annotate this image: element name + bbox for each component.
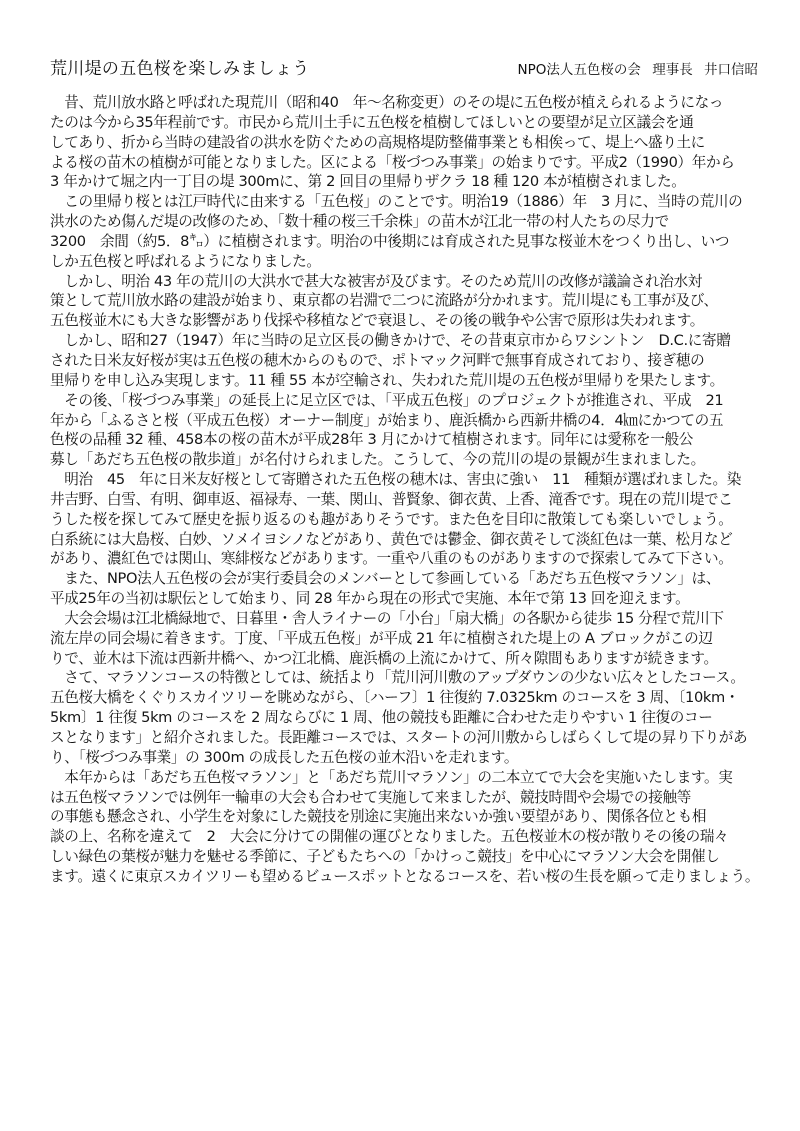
text-line: り、「桜づつみ事業」の 300m の成長した五色桜の並木沿いを走れます。 xyxy=(50,748,519,766)
text-line: 里帰りを申し込み実現します。11 種 55 本が空輸され、失われた荒川堤の五色桜が里帰りを果たします。 xyxy=(50,371,724,389)
text-line: された日米友好桜が実は五色桜の穂木からのもので、ポトマック河畔で無事育成されており、接ぎ穂の xyxy=(50,351,705,369)
document-body xyxy=(50,93,760,887)
text-line: スとなります」と紹介されました。長距離コースでは、スタートの河川敷からしばらくして堤の昇り下りがあ xyxy=(50,729,748,746)
text-line: さて、マラソンコースの特徴としては、統括より「荒川河川敷のアップダウンの少ない広々としたコース。 xyxy=(50,669,745,687)
text-line: しかし、昭和27（1947）年に当時の足立区長の働きかけで、その昔東京市からワシントン D.C.に寄贈 xyxy=(50,332,731,350)
text-line: 明治 45 年に日米友好桜として寄贈された五色桜の穂木は、害虫に強い 11 種類が選ばれました。染 xyxy=(50,471,741,489)
text-line: しか五色桜と呼ばれるようになりました。 xyxy=(50,252,321,270)
text-line: ます。遠くに東京スカイツリーも望めるビュースポットとなるコースを、若い桜の生長を願って走りましょう。 xyxy=(50,867,760,885)
text-line: があり、濃紅色では関山、寒緋桜などがあります。一重や八重のものがありますので探索してみて下さい。 xyxy=(50,550,733,568)
text-line: しい緑色の葉桜が魅力を魅せる季節に、子どもたちへの「かけっこ競技」を中心にマラソン大会を開催し xyxy=(50,848,720,866)
author-position: 理事長 xyxy=(652,62,693,78)
text-line: 流左岸の同会場に着きます。丁度、「平成五色桜」が平成 21 年に植樹された堤上の A ブロックがこの辺 xyxy=(50,629,713,647)
text-line: 本年からは「あだち五色桜マラソン」と「あだち荒川マラソン」の二本立てで大会を実施いたします。実 xyxy=(50,768,733,786)
text-line: たのは今から35年程前です。市民から荒川土手に五色桜を植樹してほしいとの要望が足立区議会を通 xyxy=(50,113,694,131)
organization-name: NPO法人五色桜の会 xyxy=(517,62,641,78)
author-byline xyxy=(518,60,758,80)
text-line: 談の上、名称を違えて 2 大会に分けての開催の運びとなりました。五色桜並木の桜が散りその後の瑞々 xyxy=(50,828,729,846)
text-line: 大会会場は江北橋緑地で、日暮里・舎人ライナーの「小台」「扇大橋」の各駅から徒歩 15 分程で荒川下 xyxy=(50,609,724,627)
text-line: よる桜の苗木の植樹が可能となりました。区による「桜づつみ事業」の始まりです。平成2（1990）年から xyxy=(50,153,735,171)
text-line: うした桜を探してみて歴史を振り返るのも趣がありそうです。また色を目印に散策しても楽しいでしょう。 xyxy=(50,510,733,528)
text-line: 井吉野、白雪、有明、御車返、福禄寿、一葉、関山、普賢象、御衣黄、上香、滝香です。現在の荒川堤でこ xyxy=(50,490,733,508)
text-line: 策として荒川放水路の建設が始まり、東京都の岩淵で二つに流路が分かれます。荒川堤にも工事が及び、 xyxy=(50,292,718,310)
document-title: 荒川堤の五色桜を楽しみましょう xyxy=(50,59,310,79)
text-line: この里帰り桜とは江戸時代に由来する「五色桜」のことです。明治19（1886）年 3 月に、当時の荒川の xyxy=(50,193,743,211)
text-line: 洪水のため傷んだ堤の改修のため、「数十種の桜三千余株」の苗木が江北一帯の村人たちの尽力で xyxy=(50,213,669,231)
text-line: 3 年かけて堀之内一丁目の堤 300mに、第 2 回目の里帰りザクラ 18 種 120 本が植樹されました。 xyxy=(50,173,686,191)
text-line: 色桜の品種 32 種、458本の桜の苗木が平成28年 3 月にかけて植樹されます。同年には愛称を一般公 xyxy=(50,431,693,449)
text-line: 昔、荒川放水路と呼ばれた現荒川（昭和40 年～名称変更）のその堤に五色桜が植えられるようになっ xyxy=(50,94,724,111)
text-line: りで、並木は下流は西新井橋へ、かつ江北橋、鹿浜橋の上流にかけて、所々隙間もありますが続きます。 xyxy=(50,649,718,667)
text-line: 五色桜大橋をくぐりスカイツリーを眺めながら、〔ハーフ〕1 往復約 7.0325km のコースを 3 周、〔10km・ xyxy=(50,689,740,707)
text-line: その後、「桜づつみ事業」の延長上に足立区では、「平成五色桜」のプロジェクトが推進され、平成 21 xyxy=(50,391,724,409)
text-line: 5km〕1 往復 5km のコースを 2 周ならびに 1 周、他の競技も距離に合わせた走りやすい 1 往復のコー xyxy=(50,709,713,727)
author-name: 井口信昭 xyxy=(704,62,758,78)
text-line: は五色桜マラソンでは例年一輪車の大会も合わせて実施して来ましたが、競技時間や会場での接触等 xyxy=(50,788,691,806)
text-line: 平成25年の当初は駅伝として始まり、同 28 年から現在の形式で実施、本年で第 13 回を迎えます。 xyxy=(50,590,690,608)
document-header xyxy=(50,58,758,82)
text-line: しかし、明治 43 年の荒川の大洪水で甚大な被害が及びます。そのため荒川の改修が議論され治水対 xyxy=(50,272,703,290)
text-line: 年から「ふるさと桜（平成五色桜）オーナー制度」が始まり、鹿浜橋から西新井橋の4．4㎞にかつての五 xyxy=(50,411,724,429)
text-line: してあり、折から当時の建設省の洪水を防ぐための高規格堤防整備事業とも相俟って、堤上へ盛り土に xyxy=(50,133,705,151)
text-line: また、NPO法人五色桜の会が実行委員会のメンバーとして参画している「あだち五色桜マラソン」は、 xyxy=(50,570,721,588)
text-line: 3200 余間（約5．8㌔）に植樹されます。明治の中後期には育成された見事な桜並木をつくり出し、いつ xyxy=(50,232,730,250)
text-line: 白系統には大島桜、白妙、ソメイヨシノなどがあり、黄色では鬱金、御衣黄そして淡紅色は一葉、松月など xyxy=(50,530,733,548)
text-line: 募し「あだち五色桜の散歩道」が名付けられました。こうして、今の荒川の堤の景観が生まれました。 xyxy=(50,451,705,469)
text-line: 五色桜並木にも大きな影響があり伐採や移植などで衰退し、その後の戦争や公害で原形は失われます。 xyxy=(50,312,705,330)
text-line: の事態も懸念され、小学生を対象にした競技を別途に実施出来ないか強い要望があり、関係各位とも相 xyxy=(50,808,707,826)
